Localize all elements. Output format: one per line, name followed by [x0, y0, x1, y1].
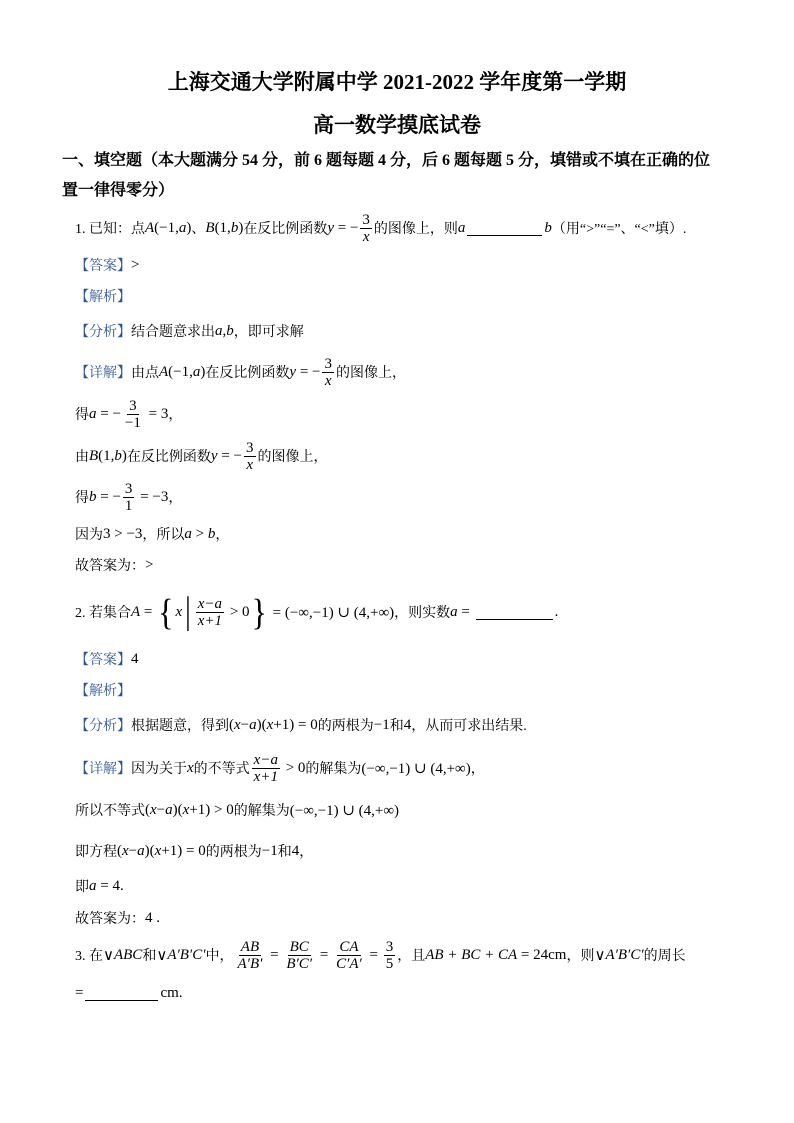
math-variable: b: [114, 447, 122, 464]
solution-text: ，: [168, 491, 183, 506]
solution-text: 的图像上，: [257, 450, 328, 465]
math-expression: +1) = 0: [273, 716, 318, 733]
math-operator: = −: [96, 488, 121, 505]
question-text: cm.: [160, 984, 183, 1001]
fraction-denominator: 5: [385, 955, 394, 972]
solution-text: 和: [389, 719, 404, 734]
question-text: 中，: [205, 949, 234, 964]
math-expression: = 4: [96, 877, 120, 894]
question-1-detail-2: [75, 392, 182, 436]
math-expression: −1: [373, 716, 390, 733]
question-text: 、: [191, 222, 206, 237]
fraction: [196, 596, 224, 629]
math-expression: (1,: [98, 447, 115, 464]
math-variable: A′B′C′: [605, 946, 644, 963]
fraction-denominator: C′A′: [336, 955, 362, 972]
solution-text: 得: [75, 491, 89, 506]
question-text: （用“>”“=”、“<”填）.: [551, 222, 687, 237]
math-operator: >: [191, 525, 208, 542]
solution-text: 得: [75, 408, 89, 423]
answer-value: >: [145, 556, 154, 573]
solution-text: 所以不等式: [75, 804, 145, 819]
solution-text: 和: [277, 845, 292, 860]
solution-text: ，: [299, 845, 314, 860]
math-variable: x: [175, 603, 183, 620]
solution-text: .: [119, 877, 124, 894]
label-answer: 【答案】: [75, 259, 131, 274]
math-expression: AB + BC + CA: [425, 946, 518, 963]
math-variable: x: [122, 842, 129, 859]
question-2-brief: [75, 703, 527, 747]
math-operator: = −: [217, 447, 243, 464]
left-brace: {: [158, 591, 174, 633]
math-variable: b: [226, 322, 234, 339]
solution-text: ，: [215, 528, 230, 543]
question-text: 在反比例函数: [243, 222, 328, 237]
solution-text: 结合题意求出: [131, 325, 215, 340]
math-variable: a: [215, 322, 223, 339]
math-variable: a: [450, 603, 458, 620]
question-text: .: [554, 603, 559, 620]
math-expression: (−∞,−1) ∪ (4,+∞): [361, 760, 471, 777]
answer-value: 4: [145, 909, 153, 926]
math-expression: = 24cm: [517, 946, 567, 963]
math-expression: (: [117, 842, 122, 859]
math-variable: a: [89, 877, 97, 894]
fraction-denominator: B′C′: [286, 955, 313, 972]
math-expression: 3 > −3: [103, 525, 143, 542]
right-brace: }: [251, 591, 267, 633]
label-brief-analysis: 【分析】: [75, 719, 131, 734]
fraction-numerator: BC: [289, 938, 309, 955]
math-variable: x: [187, 759, 194, 776]
math-operator: =: [75, 984, 84, 1001]
math-variable: a: [165, 801, 173, 818]
math-expression: (1,: [214, 219, 231, 236]
math-variable: b: [207, 525, 216, 542]
label-analysis: 【解析】: [75, 684, 131, 699]
math-variable: y: [210, 447, 218, 464]
solution-text: 的解集为: [305, 762, 362, 777]
math-variable: a: [137, 842, 145, 859]
section-heading-continued: 置一律得零分）: [62, 182, 175, 199]
math-expression: ,: [222, 322, 227, 339]
math-operator: = −: [96, 405, 121, 422]
math-expression: = 3: [144, 405, 169, 422]
math-expression: )(: [256, 716, 267, 733]
math-variable: x: [182, 801, 190, 818]
fraction: [244, 440, 256, 473]
math-variable: b: [544, 219, 552, 236]
math-expression: )(: [172, 801, 183, 818]
solution-text: 的两根为: [317, 719, 374, 734]
math-variable: a: [89, 405, 97, 422]
math-variable: x: [150, 801, 157, 818]
math-expression: (: [145, 801, 150, 818]
math-operator: =: [457, 603, 474, 620]
math-operator: = −: [333, 219, 359, 236]
math-variable: x: [234, 716, 241, 733]
answer-blank: [467, 221, 542, 236]
math-variable: A′B′C′: [167, 946, 206, 963]
question-text: 1. 已知：点: [75, 222, 145, 237]
triangle-symbol: ∨: [103, 947, 114, 964]
fraction-denominator: x: [246, 456, 254, 473]
math-variable: a: [192, 363, 201, 380]
math-operator: =: [365, 946, 382, 963]
math-expression: ): [121, 447, 127, 464]
math-operator: =: [140, 603, 157, 620]
math-expression: +1) > 0: [189, 801, 234, 818]
math-variable: B: [205, 219, 215, 236]
solution-text: ，所以: [142, 528, 185, 543]
math-expression: (−1,: [168, 363, 193, 380]
fraction: [284, 939, 314, 972]
math-expression: > 0: [226, 603, 250, 620]
question-1-detail-1: [75, 350, 406, 394]
question-1-detail-3: [75, 434, 328, 478]
label-answer: 【答案】: [75, 653, 131, 668]
math-expression: (: [229, 716, 234, 733]
math-expression: (−1,: [154, 219, 179, 236]
fraction: [123, 481, 135, 514]
solution-text: 因为关于: [131, 762, 187, 777]
document-title: 上海交通大学附属中学 2021-2022 学年度第一学期: [167, 70, 627, 94]
question-text: 2. 若集合: [75, 606, 131, 621]
math-operator: −: [128, 842, 138, 859]
question-text: ，则实数: [394, 606, 451, 621]
fraction-denominator: x: [324, 372, 332, 389]
math-variable: b: [230, 219, 239, 236]
set-builder-bar: |: [185, 590, 191, 633]
math-expression: +1) = 0: [161, 842, 206, 859]
fraction-numerator: 3: [124, 480, 133, 497]
fraction-numerator: 3: [129, 397, 137, 414]
math-variable: B: [89, 447, 99, 464]
solution-text: 的图像上，: [335, 366, 406, 381]
fraction: [236, 939, 265, 972]
solution-text: 由: [75, 450, 89, 465]
fraction: [360, 212, 372, 245]
question-2-detail-1: [75, 746, 485, 790]
math-variable: b: [89, 488, 97, 505]
math-variable: A: [159, 363, 169, 380]
solution-text: 的不等式: [193, 762, 250, 777]
fraction: [384, 939, 396, 972]
fraction-denominator: A′B′: [237, 955, 263, 972]
math-variable: x: [266, 716, 274, 733]
fraction-denominator: x+1: [197, 612, 223, 629]
fraction-numerator: x−a: [197, 595, 223, 612]
math-variable: x: [154, 842, 162, 859]
fraction-numerator: CA: [339, 938, 359, 955]
question-1-conclusion: [75, 543, 153, 587]
fraction-numerator: 3: [362, 211, 370, 228]
answer-blank: [476, 605, 553, 620]
math-operator: =: [316, 946, 333, 963]
label-detailed-solution: 【详解】: [75, 762, 131, 777]
math-operator: −: [156, 801, 166, 818]
triangle-symbol: ∨: [594, 947, 606, 964]
fraction-numerator: 3: [385, 938, 394, 955]
fraction: [334, 939, 364, 972]
math-expression: ): [200, 363, 206, 380]
solution-text: 根据题意，得到: [131, 719, 229, 734]
answer-blank: [85, 986, 158, 1001]
question-1-stem: [75, 206, 686, 250]
fraction-numerator: AB: [240, 938, 260, 955]
math-variable: ABC: [113, 946, 143, 963]
triangle-symbol: ∨: [156, 947, 168, 964]
math-operator: −: [240, 716, 250, 733]
fraction-denominator: 1: [124, 497, 133, 514]
solution-text: ，: [168, 408, 183, 423]
document-subtitle: 高一数学摸底试卷: [313, 113, 481, 137]
math-variable: a: [184, 525, 192, 542]
label-brief-analysis: 【分析】: [75, 325, 131, 340]
solution-text: 即方程: [75, 845, 117, 860]
answer-value: >: [131, 256, 140, 273]
solution-text: 的两根为: [205, 845, 262, 860]
math-variable: a: [178, 219, 187, 236]
solution-text: 在反比例函数: [205, 366, 290, 381]
math-variable: A: [131, 603, 141, 620]
question-1-brief: [75, 309, 304, 353]
solution-text: 由点: [131, 366, 159, 381]
fraction-numerator: x−a: [253, 751, 278, 768]
question-text: ，则: [566, 949, 595, 964]
math-variable: a: [457, 219, 466, 236]
question-text: 3. 在: [75, 949, 103, 964]
fraction: [322, 356, 334, 389]
question-text: 和: [142, 949, 157, 964]
math-expression: = (−∞,−1) ∪ (4,+∞): [268, 604, 395, 621]
solution-text: 故答案为：: [75, 912, 145, 927]
math-variable: A: [145, 219, 155, 236]
fraction: [252, 752, 280, 785]
math-operator: =: [266, 946, 283, 963]
fraction-denominator: −1: [124, 414, 141, 431]
math-variable: a: [249, 716, 257, 733]
math-expression: ): [186, 219, 192, 236]
label-analysis: 【解析】: [75, 290, 131, 305]
label-detailed-solution: 【详解】: [75, 366, 131, 381]
math-expression: > 0: [281, 759, 306, 776]
solution-text: ，从而可求出结果.: [411, 719, 527, 734]
solution-text: 因为: [75, 528, 103, 543]
math-expression: )(: [144, 842, 155, 859]
solution-text: 故答案为：: [75, 559, 145, 574]
solution-text: 即: [75, 880, 89, 895]
solution-text: ，: [470, 762, 485, 777]
math-expression: = −3: [136, 488, 169, 505]
question-text: 的图像上，则: [373, 222, 458, 237]
solution-text: .: [152, 909, 160, 926]
math-expression: 4: [403, 716, 412, 733]
math-expression: ): [238, 219, 244, 236]
math-expression: (−∞,−1) ∪ (4,+∞): [289, 802, 400, 819]
question-3-stem-continued: [75, 971, 183, 1015]
fraction-numerator: 3: [324, 355, 332, 372]
math-variable: y: [327, 219, 334, 236]
fraction-numerator: 3: [246, 439, 254, 456]
answer-value: 4: [131, 650, 139, 667]
fraction: [123, 398, 143, 431]
solution-text: ，即可求解: [233, 325, 304, 340]
fraction-denominator: x: [362, 228, 370, 245]
question-text: ，且: [397, 949, 426, 964]
solution-text: 在反比例函数: [126, 450, 211, 465]
question-text: 的周长: [643, 949, 686, 964]
math-operator: = −: [296, 363, 321, 380]
section-heading: 一、填空题（本大题满分 54 分，前 6 题每题 4 分，后 6 题每题 5 分，填错或不填在正确的位: [62, 152, 711, 169]
math-expression: 4: [291, 842, 300, 859]
solution-text: 的解集为: [233, 804, 290, 819]
math-variable: y: [289, 363, 297, 380]
fraction-denominator: x+1: [253, 768, 278, 785]
question-2-detail-2: [75, 788, 399, 832]
math-expression: −1: [261, 842, 278, 859]
question-2-stem: [75, 590, 558, 634]
